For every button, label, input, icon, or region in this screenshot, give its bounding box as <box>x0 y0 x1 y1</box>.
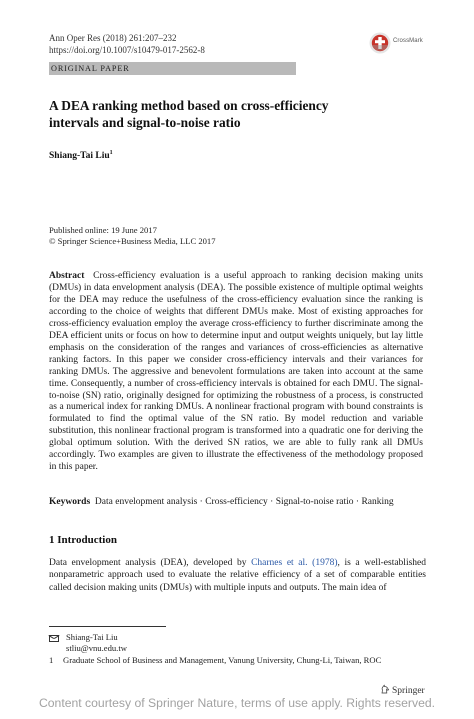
correspondence-block <box>49 632 127 654</box>
affiliation-number: 1 <box>49 655 54 665</box>
author-name[interactable]: Shiang-Tai Liu <box>49 151 110 162</box>
keywords-text: Data envelopment analysis · Cross-efficiency · Signal-to-noise ratio · Ranking <box>94 497 394 507</box>
citation-link[interactable]: Charnes et al. <box>251 558 308 568</box>
footnote-rule <box>49 626 166 627</box>
journal-citation: Ann Oper Res (2018) 261:207–232 <box>49 33 177 43</box>
citation-year-link[interactable]: 1978 <box>315 558 335 568</box>
article-type-banner: ORIGINAL PAPER <box>49 62 296 75</box>
citation-close: ) <box>334 558 338 568</box>
author-line <box>49 150 113 161</box>
article-title <box>49 97 429 131</box>
doi-link[interactable]: https://doi.org/10.1007/s10479-017-2562-8 <box>49 45 205 55</box>
keywords-label: Keywords <box>49 497 91 507</box>
published-date: Published online: 19 June 2017 <box>49 225 157 235</box>
keywords-block <box>49 496 429 508</box>
citation-open: ( <box>307 558 316 568</box>
affiliation-text: Graduate School of Business and Management, Vanung University, Chung-Li, Taiwan, ROC <box>63 655 382 665</box>
section-heading: 1 Introduction <box>49 534 117 546</box>
correspondence-name: Shiang-Tai Liu <box>66 632 118 642</box>
affiliation-footnote <box>49 655 381 666</box>
intro-paragraph <box>49 557 426 594</box>
envelope-icon <box>49 635 59 642</box>
abstract-label: Abstract <box>49 271 85 281</box>
publisher-mark <box>380 684 425 696</box>
correspondence-email[interactable]: stliu@vnu.edu.tw <box>66 643 127 653</box>
abstract-block <box>49 271 423 474</box>
title-line-2: intervals and signal-to-noise ratio <box>49 115 241 130</box>
journal-header <box>49 32 205 56</box>
crossmark-label: CrossMark <box>393 38 423 44</box>
courtesy-watermark: Content courtesy of Springer Nature, terms of use apply. Rights reserved. <box>38 696 436 710</box>
crossmark-badge[interactable] <box>369 32 449 54</box>
publisher-name: Springer <box>392 686 425 696</box>
copyright-line: © Springer Science+Business Media, LLC 2017 <box>49 236 216 246</box>
author-affil-mark: 1 <box>109 150 113 156</box>
springer-horse-icon <box>380 684 390 694</box>
abstract-text: Cross-efficiency evaluation is a useful approach to ranking decision making units (DMUs) in data envelopment analysis (DEA). The possible existence of multiple optimal weights for the DEA may reduce the usefulness of the cross-efficiency evaluation since the ranking is according to the choice of weights that different DMUs make. Most of existing approaches for cross-efficiency evaluation employ the average cross-efficiency to further discriminate among the DEA efficient units or focus on how to determine input and output weights uniquely, but lay little emphasis on the consideration of the ranges and variances of cross-efficiencies as alternative ranking factors. In this paper we consider cross-efficiency intervals and their variances for ranking DMUs. The aggressive and benevolent formulations are taken into account at the same time. Consequently, a number of cross-efficiency intervals is obtained for each DMU. The signal-to-noise (SN) ratio, originally designed for optimizing the robustness of a process, is constructed as a numerical index for ranking DMUs. A nonlinear fractional program with bound constraints is formulated to find the optimal value of the SN ratio. By model reduction and variable substitution, this nonlinear fractional program is transformed into a quadratic one for deriving the global optimum solution. With the derived SN ratios, we are able to fully rank all DMUs accordingly. Two examples are given to illustrate the effectiveness of the methodology proposed in this paper. <box>49 271 423 473</box>
title-line-1: A DEA ranking method based on cross-efficiency <box>49 98 329 113</box>
publication-info <box>49 225 216 247</box>
crossmark-icon <box>369 32 391 54</box>
intro-text-start: Data envelopment analysis (DEA), developed by <box>49 558 252 568</box>
intro-text-rest: , is a well-established nonparametric approach used to evaluate the relative efficiency of a set of comparable entities called decision making units (DMUs) with multiple inputs and outputs. The main idea of <box>49 558 426 593</box>
